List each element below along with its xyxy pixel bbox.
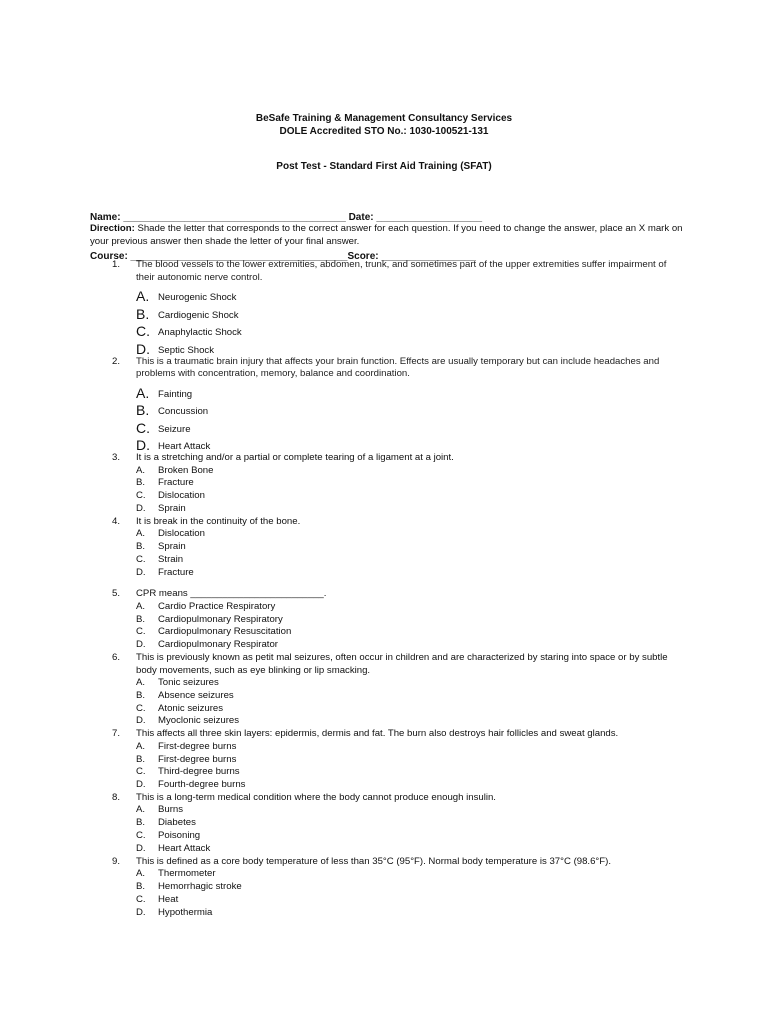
option-text: Strain (158, 553, 184, 565)
option-list (0, 528, 768, 579)
option-letter[interactable]: A. (136, 600, 146, 612)
organization-name: BeSafe Training & Management Consultancy Services (255, 113, 513, 124)
document-header (0, 112, 768, 138)
question-text: CPR means _________________________. (136, 588, 327, 600)
option-letter[interactable]: B. (136, 305, 150, 322)
option-a[interactable] (0, 288, 768, 306)
option-c[interactable] (0, 420, 768, 438)
question-number: 9. (112, 855, 121, 867)
question-text: It is break in the continuity of the bone. (136, 515, 301, 527)
option-letter[interactable]: A. (136, 384, 150, 401)
option-b[interactable] (0, 690, 768, 703)
option-c[interactable] (0, 894, 768, 907)
question (0, 652, 768, 728)
option-text: Dislocation (158, 528, 205, 540)
option-a[interactable] (0, 601, 768, 614)
option-a[interactable] (0, 868, 768, 881)
directions (90, 223, 690, 248)
question (0, 856, 768, 920)
option-text: Cardiogenic Shock (158, 309, 239, 321)
option-text: First-degree burns (158, 753, 237, 765)
option-c[interactable] (0, 323, 768, 341)
option-d[interactable] (0, 503, 768, 516)
option-letter[interactable]: A. (136, 464, 146, 476)
question-text: This is previously known as petit mal seizures, often occur in children and are characterized by staring into space or by subtle body movements, such as eye blinking or lip smacking. (136, 652, 668, 676)
option-b[interactable] (0, 881, 768, 894)
option-letter[interactable]: C. (136, 893, 146, 905)
option-list (0, 677, 768, 728)
option-text: Diabetes (158, 817, 196, 829)
option-text: Cardio Practice Respiratory (158, 600, 276, 612)
option-a[interactable] (0, 804, 768, 817)
option-letter[interactable]: B. (136, 880, 146, 892)
option-d[interactable] (0, 907, 768, 920)
option-text: Fainting (158, 388, 193, 400)
option-text: Septic Shock (158, 344, 214, 356)
option-c[interactable] (0, 490, 768, 503)
option-d[interactable] (0, 843, 768, 856)
option-a[interactable] (0, 385, 768, 403)
option-text: Seizure (158, 423, 191, 435)
option-b[interactable] (0, 817, 768, 830)
question-number: 5. (112, 588, 121, 600)
option-letter[interactable]: D. (136, 340, 150, 357)
test-title: Post Test - Standard First Aid Training (SFAT) (276, 161, 492, 172)
option-text: Dislocation (158, 490, 205, 502)
option-b[interactable] (0, 541, 768, 554)
option-d[interactable] (0, 715, 768, 728)
option-letter[interactable]: B. (136, 689, 146, 701)
option-b[interactable] (0, 402, 768, 420)
option-c[interactable] (0, 626, 768, 639)
question (0, 259, 768, 356)
option-letter[interactable]: A. (136, 677, 146, 689)
question-number: 4. (112, 515, 121, 527)
option-text: Atonic seizures (158, 702, 224, 714)
option-c[interactable] (0, 830, 768, 843)
option-a[interactable] (0, 465, 768, 478)
option-text: Poisoning (158, 830, 201, 842)
option-letter[interactable]: D. (136, 502, 146, 514)
direction-label: Direction: (90, 223, 135, 234)
question (0, 792, 768, 856)
option-list (0, 601, 768, 652)
option-b[interactable] (0, 614, 768, 627)
option-letter[interactable]: A. (136, 868, 146, 880)
option-text: Cardiopulmonary Respiratory (158, 613, 283, 625)
accreditation-number: DOLE Accredited STO No.: 1030-100521-131 (279, 126, 489, 137)
option-letter[interactable]: C. (136, 323, 150, 339)
question (0, 588, 768, 652)
option-b[interactable] (0, 754, 768, 767)
question-text: This affects all three skin layers: epidermis, dermis and fat. The burn also destroys hair follicles and sweat glands. (136, 728, 619, 740)
option-list (0, 741, 768, 792)
option-letter[interactable]: C. (136, 553, 146, 565)
option-b[interactable] (0, 306, 768, 324)
option-text: Neurogenic Shock (158, 292, 237, 303)
option-letter[interactable]: D. (136, 639, 146, 651)
option-d[interactable] (0, 437, 768, 452)
option-list (0, 465, 768, 516)
option-letter[interactable]: B. (136, 402, 150, 418)
question-text: This is a traumatic brain injury that affects your brain function. Effects are usually temporary but can include headaches and problems with concentration, memory, balance and coordination. (136, 355, 660, 379)
option-letter[interactable]: C. (136, 702, 146, 714)
question-number: 7. (112, 728, 121, 740)
option-text: Fracture (158, 566, 194, 578)
option-a[interactable] (0, 528, 768, 541)
question-text: This is defined as a core body temperature of less than 35°C (95°F). Normal body temperature is 37°C (98.6°F). (136, 855, 611, 867)
option-text: Heat (158, 893, 179, 905)
option-text: Sprain (158, 502, 186, 514)
question-text: This is a long-term medical condition where the body cannot produce enough insulin. (136, 791, 496, 803)
option-text: Absence seizures (158, 689, 234, 701)
question-text: It is a stretching and/or a partial or complete tearing of a ligament at a joint. (136, 452, 454, 463)
option-d[interactable] (0, 779, 768, 792)
question (0, 452, 768, 516)
option-letter[interactable]: C. (136, 830, 146, 842)
name-date-line: Name: ________________________________________ Date: ___________________ (90, 212, 483, 223)
option-letter[interactable]: D. (136, 715, 146, 727)
option-list (0, 385, 768, 453)
direction-text: Shade the letter that corresponds to the correct answer for each question. If you need to change the answer, place an X mark on your previous answer then shade the letter of your final answer. (90, 223, 683, 247)
option-text: Cardiopulmonary Resuscitation (158, 626, 292, 638)
option-text: Third-degree burns (158, 766, 240, 778)
option-text: Heart Attack (158, 842, 211, 854)
option-text: Heart Attack (158, 441, 211, 452)
question (0, 356, 768, 453)
option-letter[interactable]: C. (136, 626, 146, 638)
option-text: Myoclonic seizures (158, 715, 240, 727)
question-number: 2. (112, 355, 121, 367)
option-c[interactable] (0, 766, 768, 779)
option-letter[interactable]: A. (136, 804, 146, 816)
option-text: Tonic seizures (158, 677, 219, 689)
option-letter[interactable]: D. (136, 779, 146, 791)
course-score-line: Course: _______________________________________Score: _________________ (90, 251, 476, 262)
option-letter[interactable]: C. (136, 419, 150, 436)
option-text: Hemorrhagic stroke (158, 880, 242, 892)
option-text: Sprain (158, 540, 186, 552)
option-letter[interactable]: B. (136, 613, 146, 625)
option-list (0, 804, 768, 855)
option-letter[interactable]: B. (136, 817, 146, 829)
option-c[interactable] (0, 554, 768, 567)
option-letter[interactable]: C. (136, 766, 146, 778)
option-text: Cardiopulmonary Respirator (158, 639, 278, 651)
question (0, 516, 768, 580)
question (0, 728, 768, 792)
question-number: 1. (112, 259, 121, 270)
option-list (0, 868, 768, 919)
option-letter[interactable]: D. (136, 437, 150, 453)
option-letter[interactable]: A. (136, 528, 146, 540)
option-c[interactable] (0, 703, 768, 716)
option-letter[interactable]: B. (136, 477, 146, 489)
option-letter[interactable]: B. (136, 540, 146, 552)
option-list (0, 288, 768, 356)
option-letter[interactable]: C. (136, 490, 146, 502)
option-text: Fourth-degree burns (158, 779, 246, 791)
option-d[interactable] (0, 567, 768, 580)
option-letter[interactable]: A. (136, 740, 146, 752)
option-letter[interactable]: D. (136, 566, 146, 578)
option-text: Fracture (158, 477, 194, 489)
option-a[interactable] (0, 741, 768, 754)
question-number: 3. (112, 452, 121, 463)
option-text: Broken Bone (158, 464, 214, 476)
question-list (0, 259, 768, 919)
option-a[interactable] (0, 677, 768, 690)
option-letter[interactable]: D. (136, 906, 146, 918)
option-b[interactable] (0, 477, 768, 490)
question-text: The blood vessels to the lower extremities, abdomen, trunk, and sometimes part of the upper extremities suffer impairment of their autonomic nerve control. (136, 259, 667, 283)
option-letter[interactable]: B. (136, 753, 146, 765)
option-d[interactable] (0, 341, 768, 356)
option-text: Hypothermia (158, 906, 213, 918)
option-text: Thermometer (158, 868, 216, 880)
option-text: First-degree burns (158, 740, 237, 752)
option-text: Anaphylactic Shock (158, 327, 242, 338)
question-number: 8. (112, 791, 121, 803)
option-letter[interactable]: A. (136, 288, 150, 304)
option-d[interactable] (0, 639, 768, 652)
question-number: 6. (112, 652, 121, 664)
option-text: Concussion (158, 406, 209, 417)
option-letter[interactable]: D. (136, 842, 146, 854)
option-text: Burns (158, 804, 184, 816)
